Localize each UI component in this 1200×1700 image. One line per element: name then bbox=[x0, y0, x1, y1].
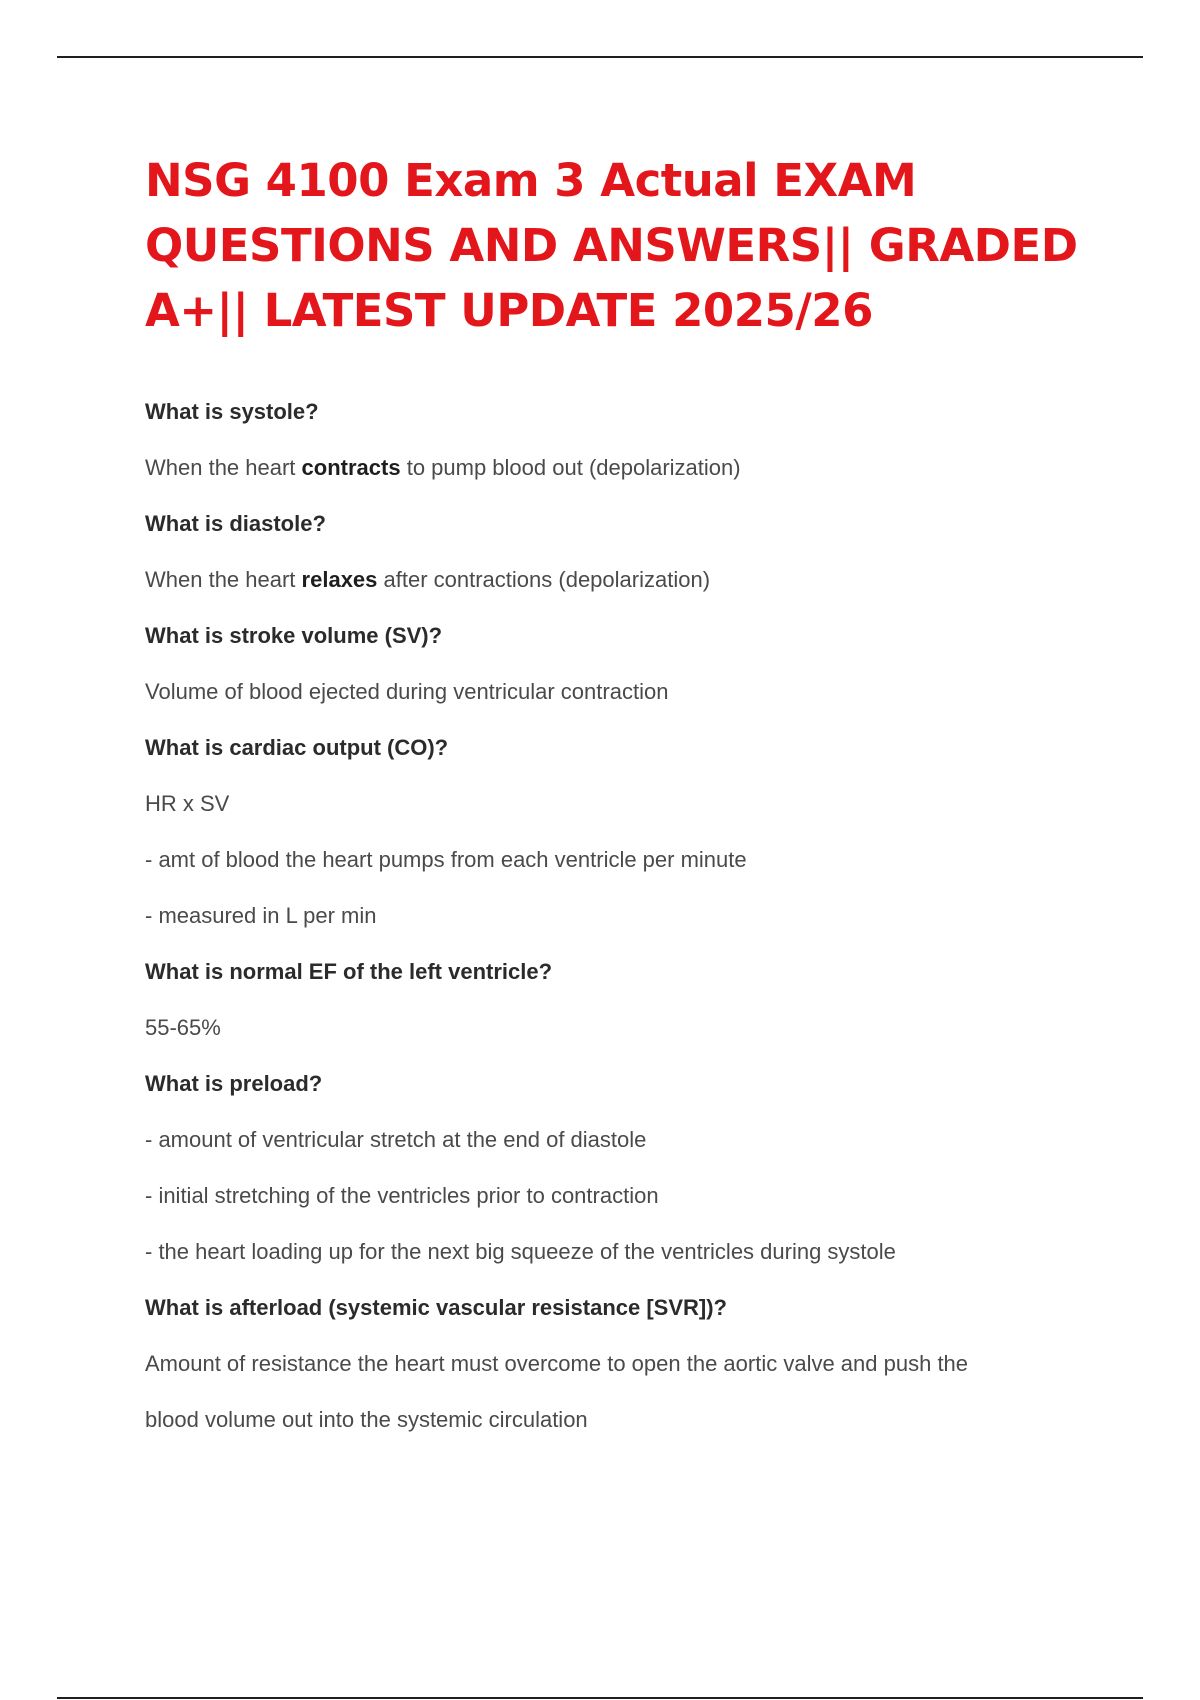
answer-cardiac-output-line: - measured in L per min bbox=[145, 903, 377, 928]
question-stroke-volume: What is stroke volume (SV)? bbox=[145, 623, 443, 648]
bottom-rule bbox=[57, 1697, 1143, 1699]
question-systole: What is systole? bbox=[145, 399, 319, 424]
answer-keyword: relaxes bbox=[301, 567, 378, 592]
question-ejection-fraction: What is normal EF of the left ventricle? bbox=[145, 959, 553, 984]
answer-text: When the heart bbox=[145, 567, 302, 592]
answer-diastole bbox=[145, 552, 1095, 608]
answer-stroke-volume: Volume of blood ejected during ventricular contraction bbox=[145, 679, 669, 704]
answer-text: to pump blood out (depolarization) bbox=[400, 455, 741, 480]
answer-systole bbox=[145, 440, 1095, 496]
answer-cardiac-output-formula: HR x SV bbox=[145, 791, 230, 816]
title-line: A+|| LATEST UPDATE 2025/26 bbox=[145, 284, 873, 337]
answer-ejection-fraction: 55-65% bbox=[145, 1015, 221, 1040]
question-diastole: What is diastole? bbox=[145, 511, 326, 536]
top-rule bbox=[57, 56, 1143, 58]
title-line: NSG 4100 Exam 3 Actual EXAM bbox=[145, 154, 917, 207]
answer-keyword: contracts bbox=[301, 455, 401, 480]
document-title bbox=[145, 148, 1095, 343]
answer-preload-line: - initial stretching of the ventricles prior to contraction bbox=[145, 1183, 659, 1208]
answer-cardiac-output-line: - amt of blood the heart pumps from each ventricle per minute bbox=[145, 847, 747, 872]
qa-list bbox=[145, 384, 1095, 1448]
answer-text: after contractions (depolarization) bbox=[377, 567, 711, 592]
question-afterload: What is afterload (systemic vascular resistance [SVR])? bbox=[145, 1295, 727, 1320]
document-page bbox=[145, 148, 1095, 1448]
answer-text: When the heart bbox=[145, 455, 302, 480]
answer-preload-line: - amount of ventricular stretch at the end of diastole bbox=[145, 1127, 647, 1152]
question-cardiac-output: What is cardiac output (CO)? bbox=[145, 735, 449, 760]
title-line: QUESTIONS AND ANSWERS|| GRADED bbox=[145, 219, 1078, 272]
answer-preload-line: - the heart loading up for the next big squeeze of the ventricles during systole bbox=[145, 1239, 896, 1264]
question-preload: What is preload? bbox=[145, 1071, 323, 1096]
answer-afterload-line: Amount of resistance the heart must overcome to open the aortic valve and push the bbox=[145, 1351, 969, 1376]
answer-afterload-line: blood volume out into the systemic circulation bbox=[145, 1407, 588, 1432]
